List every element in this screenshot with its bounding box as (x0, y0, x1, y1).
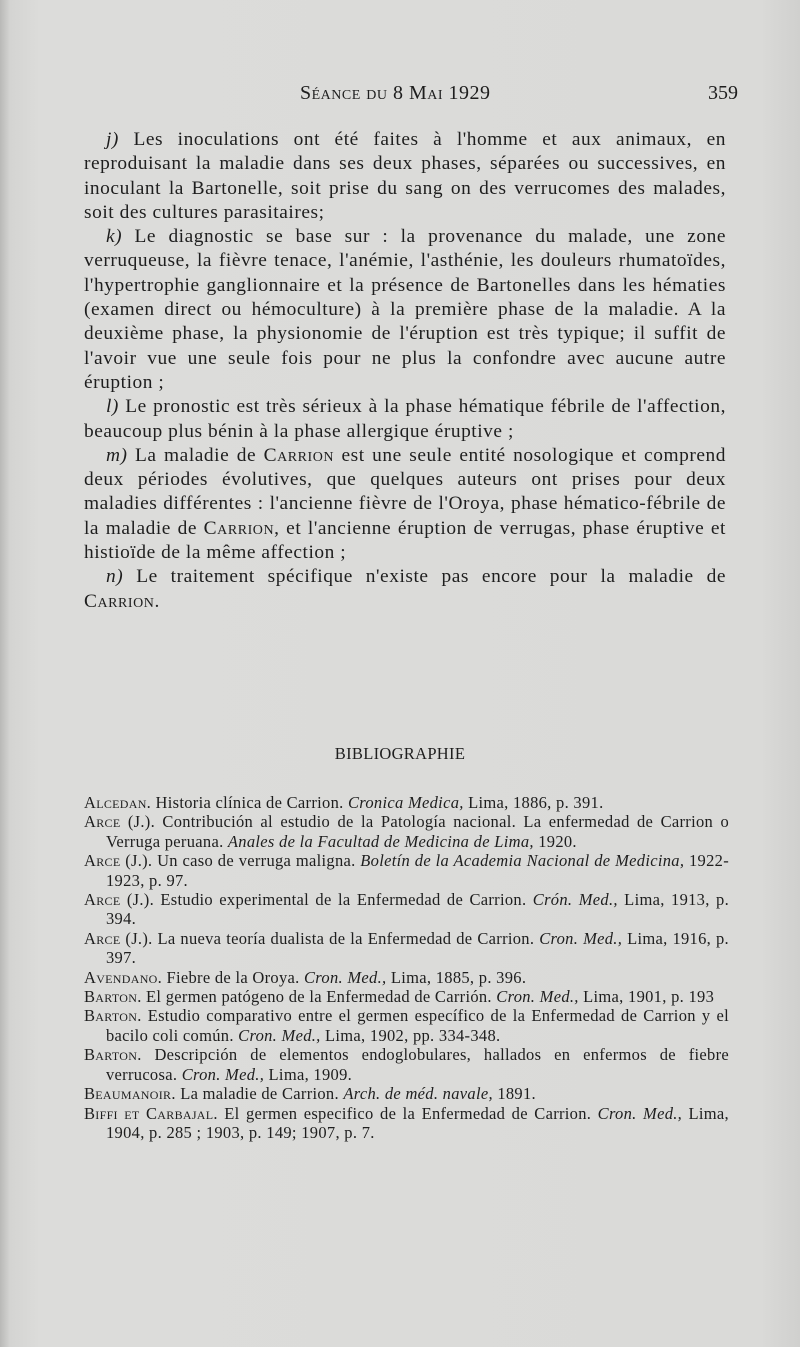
bib-details: 1922-1923, p. 97. (106, 851, 729, 890)
bib-author: Biffi et Carbajal. (84, 1103, 218, 1123)
bib-author: Arce (84, 890, 121, 910)
bibliography-entry (84, 851, 729, 890)
running-header (0, 82, 800, 112)
paragraph-text: La maladie de (135, 444, 264, 466)
bibliography-heading: BIBLIOGRAPHIE (334, 744, 466, 763)
bib-journal: Cronica Medica, (347, 793, 464, 812)
bib-details: Lima, 1901, p. 193 (578, 987, 715, 1007)
bib-journal: Cron. Med., (181, 1064, 265, 1084)
bib-title: El germen patógeno de la Enfermedad de Carrión. (141, 987, 497, 1007)
bib-details: Lima, 1904, p. 285 ; 1903, p. 149; 1907, p. 7. (106, 1103, 729, 1142)
paragraph-label: j) (106, 129, 119, 150)
bib-journal: Cron. Med., (238, 1025, 321, 1045)
bib-journal: Arch. de méd. navale, (343, 1084, 493, 1104)
paragraph-text: Les inoculations ont été faites à l'homme et aux animaux, en reproduisant la maladie dans ses deux phases, séparées ou successives, en inoculant la Bartonelle, soit prise du sang on des verrucomes des malades, soit des cultures parasitaires; (84, 129, 726, 223)
bib-journal: Cron. Med., (496, 987, 579, 1007)
paragraph-text: Le diagnostic se base sur : la provenance du malade, une zone verruqueuse, la fièvre tenace, l'anémie, l'asthénie, les douleurs rhumatoïdes, l'hypertrophie ganglionnaire et la présence de Bartonelles dans les hématies (examen direct ou hémoculture) à la première phase de la maladie. A la deuxième phase, la physionomie de l'éruption est très typique; il suffit de l'avoir vue une seule fois pour ne plus la confondre avec aucune autre éruption ; (84, 226, 726, 393)
page-number: 359 (708, 82, 738, 104)
paragraph-label: n) (106, 566, 124, 588)
paragraph-label: l) (106, 396, 119, 418)
bib-author: Arce (84, 851, 121, 871)
paragraph-text: Le pronostic est très sérieux à la phase hématique fébrile de l'affection, beaucoup plus bénin à la phase allergique éruptive ; (84, 396, 726, 442)
bib-author: Avendano. (84, 967, 163, 987)
bibliography-entry (84, 1006, 729, 1045)
bib-title: El germen especifico de la Enfermedad de Carrion. (217, 1103, 598, 1123)
bib-title: (J.). Estudio experimental de la Enfermedad de Carrion. (120, 890, 533, 910)
bib-details: Lima, 1909. (264, 1064, 353, 1084)
bib-author: Alcedan. (84, 793, 152, 812)
bibliography-entry (84, 793, 729, 812)
main-text (84, 128, 726, 614)
paragraph-m (84, 444, 726, 565)
paragraph-j (84, 128, 726, 225)
bib-author: Barton. (84, 1006, 142, 1026)
bib-details: Lima, 1916, p. 397. (106, 928, 729, 968)
bib-title: (J.). Contribución al estudio de la Patología nacional. La enfermedad de Carrion o Verruga peruana. (106, 812, 729, 851)
bibliography-entry (84, 987, 729, 1006)
bibliography-entry (84, 890, 729, 929)
bibliography-entry (84, 812, 729, 851)
bib-author: Beaumanoir. (84, 1084, 176, 1104)
bib-title: Estudio comparativo entre el germen específico de la Enfermedad de Carrion y el bacilo coli común. (106, 1006, 729, 1045)
bib-title: (J.). Un caso de verruga maligna. (120, 851, 361, 871)
bib-author: Arce (84, 812, 121, 832)
bibliography-entry (84, 1104, 729, 1143)
bib-details: Lima, 1902, pp. 334-348. (320, 1025, 501, 1045)
paragraph-text: . (154, 590, 160, 612)
bib-details: 1920. (533, 831, 577, 851)
header-title: Séance du 8 Mai 1929 (300, 82, 491, 104)
bib-journal: Boletín de la Academia Nacional de Medicina, (360, 851, 685, 871)
bibliography-entry (84, 968, 729, 987)
bib-journal: Cron. Med., (597, 1103, 683, 1123)
paragraph-label: k) (106, 226, 123, 248)
paragraph-l (84, 395, 726, 444)
bib-title: La maladie de Carrion. (175, 1084, 344, 1104)
bib-details: Lima, 1886, p. 391. (463, 793, 604, 812)
paragraph-text: est une seule entité nosologique et comprend deux périodes évolutives, que quelques auteurs ont prises pour deux maladies différentes : l'ancienne fièvre de l'Oroya, phase hématico-fébrile de la maladie de (84, 444, 726, 539)
bib-journal: Cron. Med., (304, 967, 387, 987)
bib-author: Barton. (84, 987, 142, 1007)
bib-journal: Cron. Med., (539, 928, 623, 948)
bib-author: Arce (84, 928, 121, 948)
bib-journal: Crón. Med., (532, 890, 618, 910)
author-name: Carrion (263, 444, 335, 466)
bib-title: Historia clínica de Carrion. (151, 793, 348, 812)
bib-author: Barton. (84, 1045, 142, 1065)
paragraph-text: Le traitement spécifique n'existe pas encore pour la maladie de (136, 566, 726, 588)
bibliography-entry (84, 1084, 729, 1103)
bib-details: Lima, 1913, p. 394. (106, 890, 730, 929)
paragraph-label: m) (106, 444, 128, 466)
bib-title: (J.). La nueva teoría dualista de la Enfermedad de Carrion. (120, 928, 540, 948)
author-name: Carrion (203, 517, 275, 539)
bibliography-entry (84, 1045, 729, 1084)
bib-journal: Anales de la Facultad de Medicina de Lima, (227, 831, 534, 851)
paragraph-n (84, 565, 726, 614)
bibliography-entry (84, 929, 729, 968)
bib-details: Lima, 1885, p. 396. (386, 967, 527, 987)
bibliography-list (84, 793, 729, 1142)
bib-title: Fiebre de la Oroya. (162, 967, 304, 987)
paragraph-k (84, 225, 726, 395)
bib-details: 1891. (492, 1084, 536, 1104)
bib-title: Descripción de elementos endoglobulares, hallados en enfermos de fiebre verrucosa. (106, 1045, 729, 1084)
author-name: Carrion (84, 590, 155, 612)
paragraph-text: , et l'ancienne éruption de verrugas, phase éruptive et histioïde de la même affection ; (84, 517, 726, 564)
